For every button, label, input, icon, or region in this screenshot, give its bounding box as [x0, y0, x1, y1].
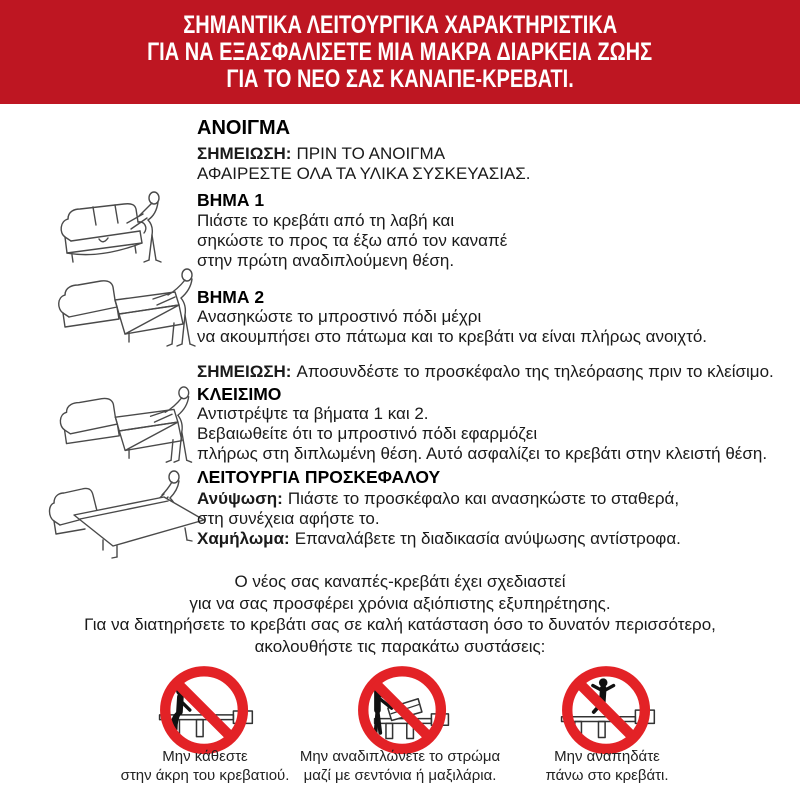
prohibition-sign-folding [350, 666, 456, 758]
warning3-line2: πάνω στο κρεβάτι. [545, 766, 669, 784]
care-recommendations-intro [0, 571, 800, 657]
headrest-raise-line1 [197, 489, 679, 509]
headrest-raise-label: Ανύψωση: [197, 489, 283, 508]
outro-line2: για να σας προσφέρει χρόνια αξιόπιστης εξυπηρέτησης. [189, 593, 611, 613]
opening-note-line1 [197, 144, 445, 164]
tv-note-line [197, 362, 774, 382]
closing-line2: Βεβαιωθείτε ότι το μπροστινό πόδι εφαρμόζει [197, 424, 538, 443]
sofa-drawing-open-bed [45, 468, 211, 560]
header-banner [0, 0, 800, 104]
illustration-headrest-bed-open [45, 468, 211, 560]
headrest-lower-label: Χαμήλωμα: [197, 529, 290, 548]
step1-line1: Πιάστε το κρεβάτι από τη λαβή και [197, 211, 455, 230]
step1-line2: σηκώστε το προς τα έξω από τον καναπέ [197, 231, 508, 250]
opening-note-text: ΠΡΙΝ ΤΟ ΑΝΟΙΓΜΑ [296, 144, 446, 163]
warning-caption-1 [105, 748, 305, 785]
opening-note-label: ΣΗΜΕΙΩΣΗ: [197, 144, 292, 163]
sofa-drawing-closing [55, 384, 207, 470]
closing-line3: πλήρως στη διπλωμένη θέση. Αυτό ασφαλίζει το κρεβάτι στην κλειστή θέση. [197, 444, 768, 463]
prohibition-sign-jumping [554, 666, 660, 758]
headrest-raise-text: Πιάστε το προσκέφαλο και ανασηκώστε το σταθερά, [287, 489, 680, 508]
sofa-drawing-step1 [55, 188, 197, 270]
headrest-lower-text: Επαναλάβετε τη διαδικασία ανύψωσης αντίστροφα. [294, 529, 681, 548]
warning2-line2: μαζί με σεντόνια ή μαξιλάρια. [303, 766, 497, 784]
step2-line2: να ακουμπήσει στο πάτωμα και το κρεβάτι να είναι πλήρως ανοιχτό. [197, 327, 708, 346]
banner-line-2: ΓΙΑ ΝΑ ΕΞΑΣΦΑΛΙΣΕΤΕ ΜΙΑ ΜΑΚΡΑ ΔΙΑΡΚΕΙΑ ΖΩΗΣ [147, 37, 653, 66]
outro-line3: Για να διατηρήσετε το κρεβάτι σας σε καλή κατάσταση όσο το δυνατόν περισσότερο, [84, 615, 716, 634]
warning-caption-2 [290, 748, 510, 785]
illustration-step2-first-fold [55, 266, 207, 354]
banner-line-1: ΣΗΜΑΝΤΙΚΑ ΛΕΙΤΟΥΡΓΙΚΑ ΧΑΡΑΚΤΗΡΙΣΤΙΚΑ [182, 10, 617, 39]
warning2-line1: Μην αναδιπλώνετε το στρώμα [299, 748, 501, 765]
warning1-line1: Μην κάθεστε [162, 748, 248, 765]
illustration-step1-sofa-closed [55, 188, 197, 270]
illustration-closing-fold [55, 384, 207, 470]
headrest-raise-line2: στη συνέχεια αφήστε το. [197, 509, 380, 528]
headrest-title: ΛΕΙΤΟΥΡΓΙΑ ΠΡΟΣΚΕΦΑΛΟΥ [197, 467, 441, 487]
warning1-line2: στην άκρη του κρεβατιού. [120, 766, 290, 784]
step2-line1: Ανασηκώστε το μπροστινό πόδι μέχρι [197, 307, 482, 326]
step1-line3: στην πρώτη αναδιπλούμενη θέση. [197, 251, 455, 270]
outro-line1: Ο νέος σας καναπές-κρεβάτι έχει σχεδιαστεί [234, 572, 566, 591]
opening-title: ΑΝΟΙΓΜΑ [197, 117, 291, 139]
step1-title: ΒΗΜΑ 1 [197, 190, 265, 210]
tv-note-label: ΣΗΜΕΙΩΣΗ: [197, 362, 292, 381]
outro-line4: ακολουθήστε τις παρακάτω συστάσεις: [254, 636, 546, 656]
sofa-drawing-step2 [55, 266, 207, 354]
tv-note-text: Αποσυνδέστε το προσκέφαλο της τηλεόρασης πριν το κλείσιμο. [296, 362, 774, 381]
warning3-line1: Μην αναπηδάτε [554, 748, 660, 765]
opening-note-line2: ΑΦΑΙΡΕΣΤΕ ΟΛΑ ΤΑ ΥΛΙΚΑ ΣΥΣΚΕΥΑΣΙΑΣ. [197, 164, 531, 183]
headrest-lower-line [197, 529, 681, 549]
banner-line-3: ΓΙΑ ΤΟ ΝΕΟ ΣΑΣ ΚΑΝΑΠΕ-ΚΡΕΒΑΤΙ. [226, 64, 574, 93]
prohibition-sign-sitting [152, 666, 258, 758]
warning-caption-3 [512, 748, 702, 785]
closing-line1: Αντιστρέψτε τα βήματα 1 και 2. [197, 404, 429, 423]
step2-title: ΒΗΜΑ 2 [197, 287, 265, 307]
closing-title: ΚΛΕΙΣΙΜΟ [197, 384, 282, 404]
